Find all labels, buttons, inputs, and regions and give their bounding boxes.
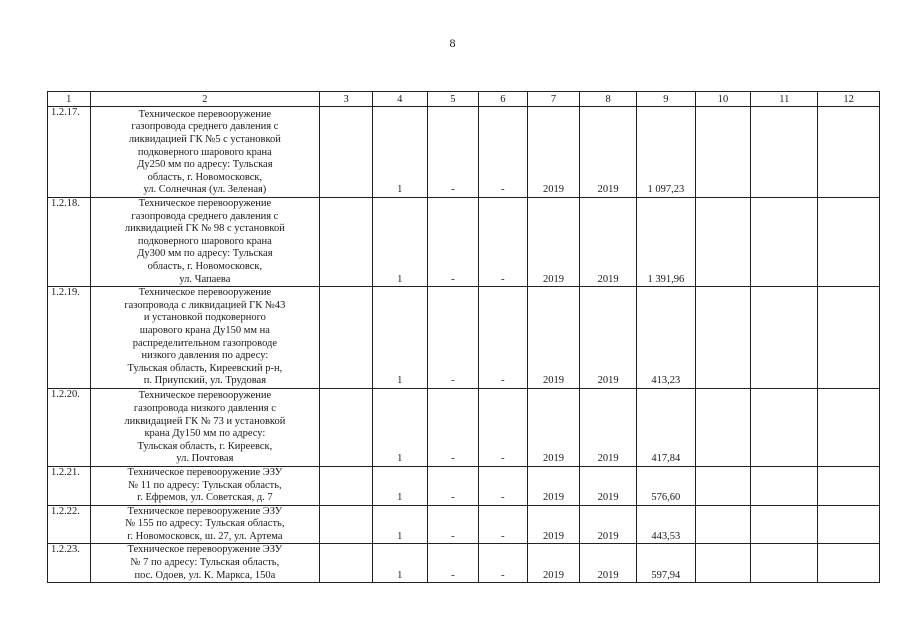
row-description: Техническое перевооружение газопровода низкого давления с ликвидацией ГК № 73 и установкой крана Ду150 мм по адресу: Тульская область, г. Киреевск, ул. Почтовая (90, 388, 320, 466)
column-header: 3 (320, 92, 373, 107)
cell-amount: 1 391,96 (637, 198, 696, 287)
cell-quantity: 1 (372, 466, 427, 505)
cell-col-9 (695, 544, 751, 583)
cell-end-year: 2019 (580, 198, 637, 287)
cell-col-5: - (479, 287, 528, 389)
cell-start-year: 2019 (527, 388, 580, 466)
row-number: 1.2.19. (48, 287, 91, 389)
cell-amount: 597,94 (637, 544, 696, 583)
column-header: 9 (637, 92, 696, 107)
cell-col-11 (818, 388, 880, 466)
cell-col-5: - (479, 388, 528, 466)
cell-start-year: 2019 (527, 107, 580, 198)
table-row (48, 505, 880, 544)
row-description: Техническое перевооружение ЭЗУ № 155 по адресу: Тульская область, г. Новомосковск, ш. 27, ул. Артема (90, 505, 320, 544)
cell-end-year: 2019 (580, 505, 637, 544)
cell-col-5: - (479, 466, 528, 505)
row-number: 1.2.21. (48, 466, 91, 505)
row-description: Техническое перевооружение газопровода среднего давления с ликвидацией ГК №5 с установкой подковерного шарового крана Ду250 мм по адресу: Тульская область, г. Новомосковск, ул. Солнечная (ул. Зеленая) (90, 107, 320, 198)
row-number: 1.2.18. (48, 198, 91, 287)
table-row (48, 287, 880, 389)
cell-end-year: 2019 (580, 107, 637, 198)
cell-start-year: 2019 (527, 466, 580, 505)
cell-col-11 (818, 107, 880, 198)
table-row (48, 466, 880, 505)
cell-col-3 (320, 107, 373, 198)
column-header: 11 (751, 92, 818, 107)
cell-col-10 (751, 544, 818, 583)
cell-col-4: - (427, 544, 479, 583)
cell-col-4: - (427, 466, 479, 505)
page-number: 8 (449, 36, 456, 50)
cell-col-4: - (427, 388, 479, 466)
row-description: Техническое перевооружение ЭЗУ № 7 по адресу: Тульская область, пос. Одоев, ул. К. Маркса, 150а (90, 544, 320, 583)
cell-col-9 (695, 466, 751, 505)
cell-col-9 (695, 107, 751, 198)
cell-col-9 (695, 198, 751, 287)
cell-col-3 (320, 198, 373, 287)
column-header: 12 (818, 92, 880, 107)
cell-col-9 (695, 388, 751, 466)
investment-table (47, 91, 880, 583)
row-description: Техническое перевооружение ЭЗУ № 11 по адресу: Тульская область, г. Ефремов, ул. Советская, д. 7 (90, 466, 320, 505)
cell-quantity: 1 (372, 107, 427, 198)
cell-start-year: 2019 (527, 544, 580, 583)
row-number: 1.2.20. (48, 388, 91, 466)
cell-quantity: 1 (372, 544, 427, 583)
cell-quantity: 1 (372, 287, 427, 389)
row-number: 1.2.22. (48, 505, 91, 544)
cell-col-5: - (479, 544, 528, 583)
cell-quantity: 1 (372, 505, 427, 544)
cell-amount: 1 097,23 (637, 107, 696, 198)
cell-col-5: - (479, 198, 528, 287)
cell-end-year: 2019 (580, 544, 637, 583)
cell-col-11 (818, 466, 880, 505)
column-header: 6 (479, 92, 528, 107)
cell-col-9 (695, 287, 751, 389)
cell-col-10 (751, 505, 818, 544)
cell-col-4: - (427, 107, 479, 198)
cell-col-4: - (427, 287, 479, 389)
cell-col-3 (320, 466, 373, 505)
cell-col-3 (320, 505, 373, 544)
cell-quantity: 1 (372, 198, 427, 287)
cell-amount: 413,23 (637, 287, 696, 389)
column-header: 7 (527, 92, 580, 107)
cell-col-10 (751, 107, 818, 198)
table-row (48, 198, 880, 287)
cell-col-3 (320, 544, 373, 583)
cell-col-10 (751, 466, 818, 505)
cell-amount: 443,53 (637, 505, 696, 544)
column-header: 8 (580, 92, 637, 107)
cell-col-10 (751, 287, 818, 389)
cell-end-year: 2019 (580, 388, 637, 466)
cell-start-year: 2019 (527, 505, 580, 544)
column-header: 2 (90, 92, 320, 107)
cell-col-10 (751, 388, 818, 466)
row-description: Техническое перевооружение газопровода с ликвидацией ГК №43 и установкой подковерного шарового крана Ду150 мм на распределительном газопроводе низкого давления по адресу: Тульская область, Киреевский р-н, п. Приупский, ул. Трудовая (90, 287, 320, 389)
table-row (48, 544, 880, 583)
cell-quantity: 1 (372, 388, 427, 466)
row-number: 1.2.17. (48, 107, 91, 198)
cell-col-11 (818, 505, 880, 544)
cell-start-year: 2019 (527, 198, 580, 287)
cell-amount: 576,60 (637, 466, 696, 505)
cell-col-3 (320, 388, 373, 466)
cell-amount: 417,84 (637, 388, 696, 466)
column-header: 1 (48, 92, 91, 107)
cell-col-5: - (479, 107, 528, 198)
cell-col-10 (751, 198, 818, 287)
cell-col-3 (320, 287, 373, 389)
cell-col-5: - (479, 505, 528, 544)
column-header: 5 (427, 92, 479, 107)
cell-col-4: - (427, 505, 479, 544)
cell-start-year: 2019 (527, 287, 580, 389)
column-number-row (48, 92, 880, 107)
cell-col-11 (818, 287, 880, 389)
cell-col-11 (818, 198, 880, 287)
table-row (48, 388, 880, 466)
cell-col-11 (818, 544, 880, 583)
row-description: Техническое перевооружение газопровода среднего давления с ликвидацией ГК № 98 с установкой подковерного шарового крана Ду300 мм по адресу: Тульская область, г. Новомосковск, ул. Чапаева (90, 198, 320, 287)
column-header: 10 (695, 92, 751, 107)
table-row (48, 107, 880, 198)
row-number: 1.2.23. (48, 544, 91, 583)
column-header: 4 (372, 92, 427, 107)
cell-col-4: - (427, 198, 479, 287)
cell-end-year: 2019 (580, 287, 637, 389)
cell-end-year: 2019 (580, 466, 637, 505)
cell-col-9 (695, 505, 751, 544)
